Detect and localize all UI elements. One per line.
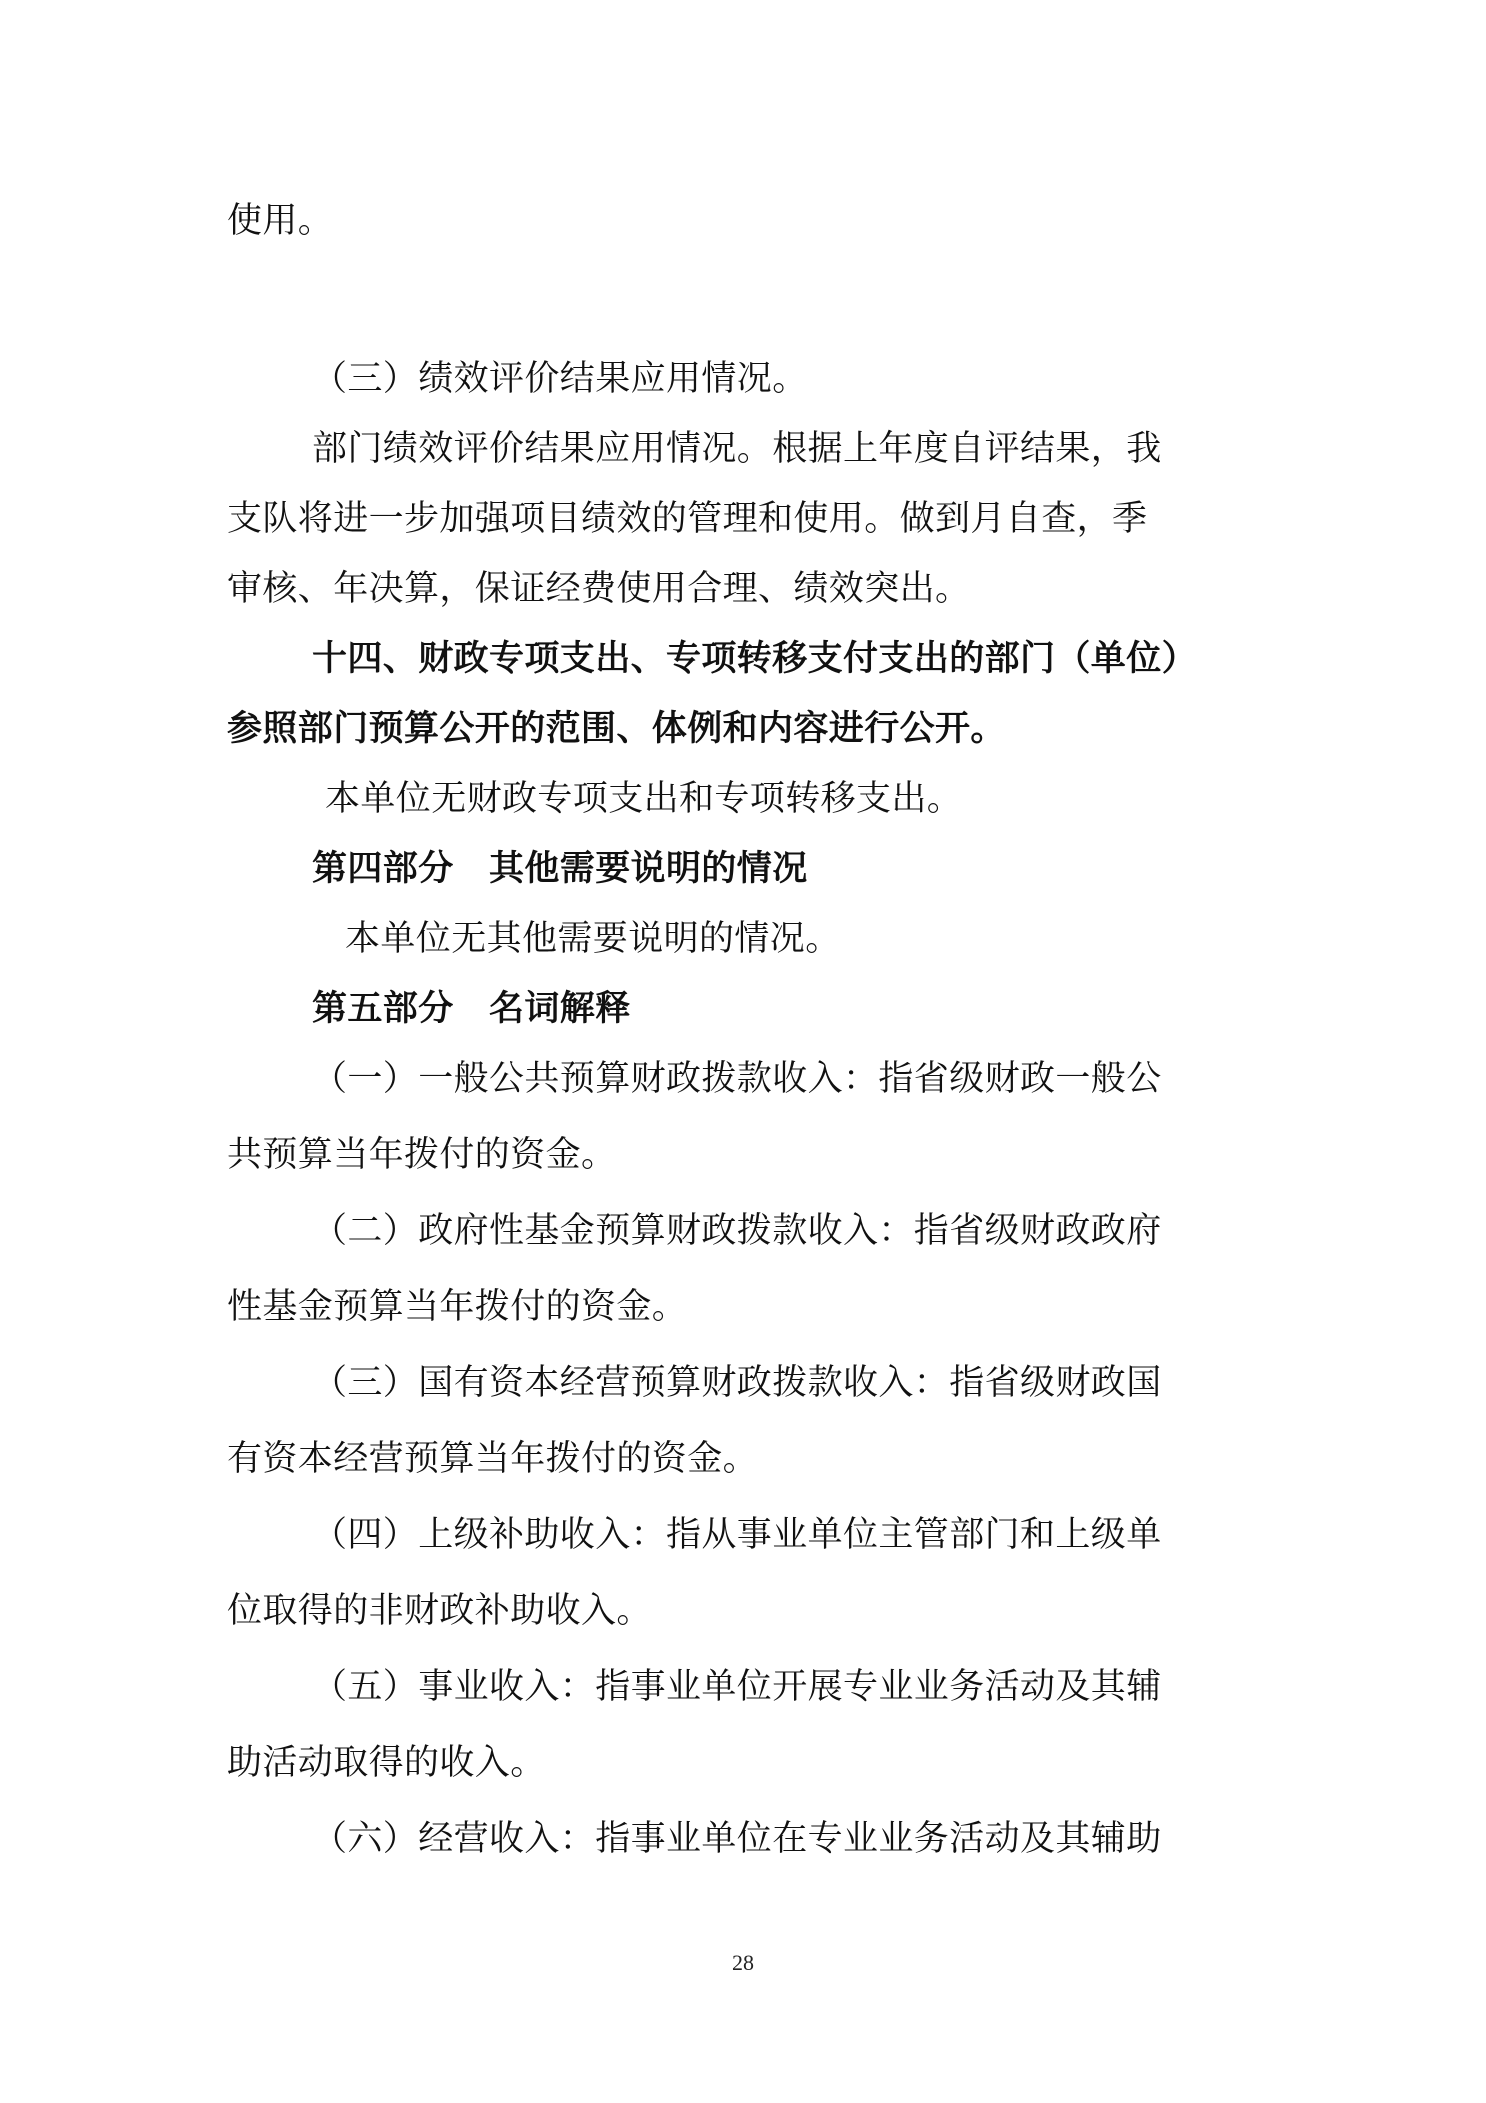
- page-number: 28: [732, 1950, 754, 1975]
- definition-line: 共预算当年拨付的资金。: [227, 1135, 617, 1175]
- definition-line: 有资本经营预算当年拨付的资金。: [227, 1439, 759, 1479]
- definition-line: （六）经营收入：指事业单位在专业业务活动及其辅助: [312, 1819, 1162, 1859]
- definition-line: 性基金预算当年拨付的资金。: [227, 1287, 688, 1327]
- definition-line: 位取得的非财政补助收入。: [227, 1591, 652, 1631]
- definition-line: （三）国有资本经营预算财政拨款收入：指省级财政国: [312, 1363, 1162, 1403]
- section-heading-fourteen-continued: 参照部门预算公开的范围、体例和内容进行公开。: [227, 709, 1006, 749]
- paragraph-line: 本单位无财政专项支出和专项转移支出。: [325, 779, 963, 819]
- paragraph-line: 审核、年决算，保证经费使用合理、绩效突出。: [227, 569, 971, 609]
- paragraph-line: 部门绩效评价结果应用情况。根据上年度自评结果，我: [312, 429, 1162, 469]
- definition-line: （四）上级补助收入：指从事业单位主管部门和上级单: [312, 1515, 1162, 1555]
- paragraph-line-continuation: 使用。: [227, 201, 334, 241]
- definition-line: （二）政府性基金预算财政拨款收入：指省级财政政府: [312, 1211, 1162, 1251]
- definition-line: （一）一般公共预算财政拨款收入：指省级财政一般公: [312, 1059, 1162, 1099]
- part-five-heading: 第五部分 名词解释: [312, 989, 631, 1029]
- definition-line: （五）事业收入：指事业单位开展专业业务活动及其辅: [312, 1667, 1162, 1707]
- definition-line: 助活动取得的收入。: [227, 1743, 546, 1783]
- subheading-performance-results-application: （三）绩效评价结果应用情况。: [312, 359, 808, 399]
- paragraph-line: 支队将进一步加强项目绩效的管理和使用。做到月自查，季: [227, 499, 1148, 539]
- section-heading-fourteen: 十四、财政专项支出、专项转移支付支出的部门（单位）: [312, 639, 1198, 679]
- paragraph-line: 本单位无其他需要说明的情况。: [345, 919, 841, 959]
- part-four-heading: 第四部分 其他需要说明的情况: [312, 849, 808, 889]
